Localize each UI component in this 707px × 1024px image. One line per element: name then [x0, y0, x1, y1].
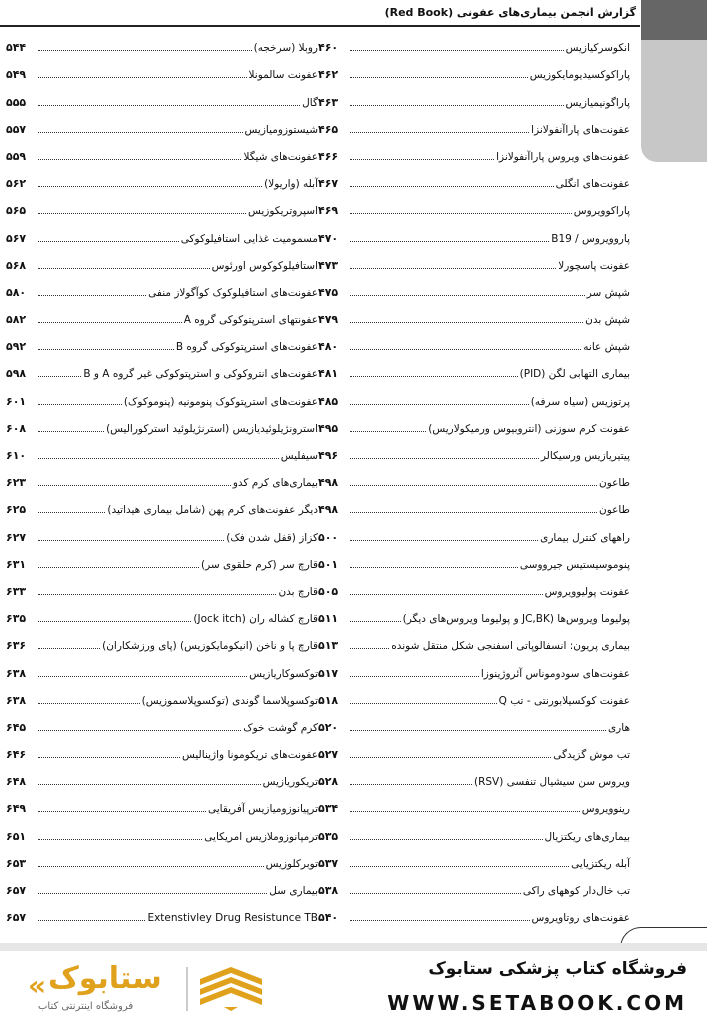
toc-entry-title: راههای کنترل بیماری	[540, 531, 630, 544]
toc-entry	[6, 169, 318, 196]
toc-entry	[318, 903, 630, 930]
toc-entry-title: کزاز (قفل شدن فک)	[226, 531, 318, 544]
dot-leader	[350, 322, 583, 323]
toc-entry-title: عفونت‌های ویروس پاراآنفولانزا	[496, 150, 630, 163]
dot-leader	[350, 105, 564, 106]
toc-entry-title: عفونت‌های تریکومونا واژینالیس	[182, 749, 318, 762]
toc-entry	[6, 903, 318, 930]
toc-entry-page: ۵۲۷	[318, 748, 339, 762]
toc-entry-page: ۴۹۸	[318, 503, 339, 517]
toc-entry-page: ۴۶۶	[318, 149, 339, 163]
toc-entry-title: بیماری پریون: انسفالوپاتی اسفنجی شکل منتقل شونده	[391, 640, 630, 653]
toc-entry-title: Extenstivley Drug Resistunce TB	[147, 912, 318, 925]
dot-leader	[350, 404, 529, 405]
header-rule	[0, 25, 640, 27]
toc-entry	[318, 686, 630, 713]
dot-leader	[38, 105, 300, 106]
toc-entry-page: ۵۸۰	[6, 285, 27, 299]
toc-entry-page: ۴۹۸	[318, 476, 339, 490]
toc-column-right	[318, 33, 630, 930]
toc-entry-title: تریکوریازیس	[262, 776, 318, 789]
toc-column-left	[6, 33, 318, 930]
toc-entry-page: ۴۷۵	[318, 285, 339, 299]
toc-entry-title: سیفلیس	[280, 450, 318, 462]
toc-entry	[318, 60, 630, 87]
toc-entry	[318, 386, 630, 413]
toc-entry-page: ۶۰۱	[6, 394, 27, 408]
toc-entry-title: شپش بدن	[585, 314, 630, 327]
toc-entry-title: عفونت‌های پاراآنفولانزا	[531, 123, 630, 136]
dot-leader	[38, 322, 182, 323]
toc-entry-page: ۶۳۸	[6, 693, 27, 707]
dot-leader	[350, 213, 572, 214]
toc-entry-page: ۴۶۰	[318, 41, 339, 55]
toc-entry-title: عفونت‌های روتاویروس	[531, 912, 630, 925]
toc-entry-page: ۵۱۸	[318, 693, 339, 707]
toc-entry-title: عفونت پاسچورلا	[558, 259, 630, 272]
dot-leader	[38, 485, 231, 486]
dot-leader	[350, 594, 543, 595]
dot-leader	[350, 811, 580, 812]
dot-leader	[38, 540, 224, 541]
toc-entry-page: ۴۷۳	[318, 258, 339, 272]
dot-leader	[350, 920, 530, 921]
toc-entry	[6, 196, 318, 223]
toc-entry	[6, 821, 318, 848]
toc-entry	[318, 251, 630, 278]
dot-leader	[38, 295, 146, 296]
dot-leader	[350, 512, 597, 513]
dot-leader	[38, 512, 105, 513]
toc-entry-page: ۶۳۱	[6, 557, 27, 571]
toc-entry-page: ۵۳۷	[318, 856, 339, 870]
toc-entry	[318, 359, 630, 386]
toc-entry-title: عفونت‌های استافیلوکوک کوآگولاز منفی	[148, 286, 318, 299]
toc-entry-page: ۵۵۷	[6, 122, 27, 136]
chapter-tab-light	[641, 40, 707, 162]
toc-entry-title: عفونت‌های استرپتوکوک پنومونیه (پنوموکوک)	[123, 395, 318, 408]
toc-entry-page: ۴۸۰	[318, 340, 339, 354]
toc-entry-title: توکسوکاریازیس	[249, 667, 318, 680]
dot-leader	[350, 349, 581, 350]
toc-entry	[6, 359, 318, 386]
toc-entry-page: ۵۶۲	[6, 177, 27, 191]
toc-entry-page: ۵۴۹	[6, 68, 27, 82]
toc-entry-title: دیگر عفونت‌های کرم پهن (شامل بیماری هیداتید)	[107, 504, 318, 517]
toc-entry	[6, 849, 318, 876]
toc-entry-title: پاروویروس / B19	[551, 232, 630, 245]
toc-entry-page: ۶۴۵	[6, 720, 27, 734]
toc-entry-title: آبله ریکتزیایی	[571, 857, 630, 870]
toc-entry	[6, 522, 318, 549]
toc-entry-title: قارچ بدن	[278, 585, 318, 598]
toc-entry	[6, 876, 318, 903]
toc-entry-page: ۶۴۶	[6, 748, 27, 762]
toc-entry-title: بیماری‌های ریکتزیال	[544, 830, 630, 843]
toc-entry-page: ۴۶۳	[318, 95, 339, 109]
toc-entry	[318, 849, 630, 876]
toc-entry	[318, 767, 630, 794]
toc-entry-title: روبلا (سرخجه)	[253, 42, 318, 55]
dot-leader	[350, 241, 549, 242]
dot-leader	[38, 567, 199, 568]
toc-entry	[6, 631, 318, 658]
store-name: فروشگاه کتاب پزشکی ستابوک	[428, 959, 687, 979]
dot-leader	[38, 676, 247, 677]
toc-entry-title: ترپیانوزومیازیس آفریقایی	[207, 803, 318, 816]
toc-entry-page: ۵۳۵	[318, 829, 339, 843]
toc-entry-page: ۵۴۴	[6, 41, 27, 55]
toc-entry	[318, 305, 630, 332]
toc-entry-title: بیماری‌های کرم کدو	[232, 477, 318, 490]
store-footer	[0, 951, 707, 1024]
toc-entry-title: پرتوزیس (سیاه سرفه)	[530, 395, 630, 408]
store-logo	[28, 961, 278, 1017]
dot-leader	[350, 567, 518, 568]
dot-leader	[38, 458, 279, 459]
toc-entry-page: ۵۵۹	[6, 149, 27, 163]
toc-entry-title: بیماری سل	[269, 885, 318, 897]
toc-entry	[6, 495, 318, 522]
toc-entry	[6, 60, 318, 87]
dot-leader	[38, 893, 267, 894]
dot-leader	[350, 77, 528, 78]
toc-entry-page: ۵۲۸	[318, 775, 339, 789]
toc-entry-page: ۶۲۳	[6, 476, 27, 490]
dot-leader	[350, 621, 401, 622]
dot-leader	[38, 757, 180, 758]
dot-leader	[38, 621, 191, 622]
toc-entry-page: ۶۰۸	[6, 421, 27, 435]
dot-leader	[350, 295, 585, 296]
toc-entry-page: ۶۵۷	[6, 884, 27, 897]
toc-entry-title: طاعون	[599, 477, 630, 490]
toc-entry-page: ۵۸۲	[6, 313, 27, 327]
toc-entry-page: ۵۱۱	[318, 612, 339, 626]
dot-leader	[350, 648, 389, 649]
toc-entry	[6, 251, 318, 278]
toc-entry	[318, 87, 630, 114]
toc-entry	[6, 713, 318, 740]
dot-leader	[350, 839, 543, 840]
dot-leader	[350, 757, 551, 758]
toc-entry-title: پاراکوویروس	[573, 205, 630, 218]
toc-entry	[6, 33, 318, 60]
toc-entry-page: ۵۹۲	[6, 340, 27, 354]
toc-entry-title: گال	[302, 96, 318, 109]
dot-leader	[38, 186, 262, 187]
toc-entry-title: شپش سر	[586, 286, 630, 299]
dot-leader	[350, 866, 569, 867]
page-bottom-band	[0, 943, 707, 951]
toc-entry-title: عفونت‌های استرپتوکوکی گروه B	[175, 341, 318, 354]
toc-entry-page: ۴۷۰	[318, 231, 339, 245]
toc-entry-page: ۶۳۸	[6, 666, 27, 680]
toc-entry-title: پنوموسیستیس جیرووسی	[519, 558, 630, 571]
dot-leader	[38, 866, 264, 867]
toc-entry	[318, 631, 630, 658]
toc-entry	[318, 740, 630, 767]
dot-leader	[38, 349, 174, 350]
toc-entry-page: ۴۶۷	[318, 177, 339, 191]
toc-entry	[318, 169, 630, 196]
toc-entry-page: ۵۴۰	[318, 911, 339, 925]
dot-leader	[350, 784, 472, 785]
toc-entry-title: عفونت پولیوویروس	[544, 585, 630, 598]
toc-entry	[6, 305, 318, 332]
toc-entry	[318, 278, 630, 305]
dot-leader	[38, 784, 261, 785]
toc-entry	[6, 278, 318, 305]
toc-entry-page: ۴۶۲	[318, 68, 339, 82]
toc-entry-page: ۶۱۰	[6, 449, 27, 462]
logo-divider	[186, 967, 188, 1011]
toc-entry-page: ۵۵۵	[6, 95, 27, 109]
toc-entry	[318, 821, 630, 848]
toc-entry	[318, 441, 630, 468]
toc-entry-page: ۶۳۶	[6, 639, 27, 653]
toc-entry	[318, 142, 630, 169]
toc-entry	[318, 196, 630, 223]
toc-entry-page: ۵۶۵	[6, 204, 27, 218]
toc-entry	[6, 794, 318, 821]
toc-entry-title: استرونژیلوئیدیازیس (استرنژیلوئید استرکورالیس)	[106, 422, 318, 435]
dot-leader	[38, 213, 246, 214]
toc-entry	[318, 332, 630, 359]
toc-entry-title: رینوویروس	[581, 803, 630, 816]
toc-entry-page: ۵۶۸	[6, 258, 27, 272]
store-url[interactable]: WWW.SETABOOK.COM	[387, 991, 687, 1015]
toc-entry-title: شپش عانه	[583, 341, 630, 354]
dot-leader	[38, 703, 140, 704]
toc-entry	[6, 386, 318, 413]
dot-leader	[350, 540, 538, 541]
toc-entry	[318, 876, 630, 903]
dot-leader	[350, 703, 497, 704]
toc-entry	[6, 550, 318, 577]
dot-leader	[38, 431, 104, 432]
toc-entry-page: ۶۳۳	[6, 584, 27, 598]
toc-entry-title: عفونت‌های انگلی	[555, 178, 630, 191]
toc-entry-title: آبله (واریولا)	[264, 178, 318, 191]
toc-entry-title: استافیلوکوکوس اورئوس	[211, 259, 318, 272]
toc-entry-page: ۵۳۴	[318, 802, 339, 816]
toc-entry-title: عفونت‌های انتروکوکی و استرپتوکوکی غیر گروه A و B	[83, 368, 318, 381]
dot-leader	[38, 376, 81, 377]
toc-entry	[318, 115, 630, 142]
dot-leader	[38, 77, 247, 78]
toc-entry-page: ۴۸۵	[318, 394, 339, 408]
toc-entry	[318, 414, 630, 441]
toc-entry-page: ۴۹۶	[318, 449, 339, 462]
toc-entry-title: ویروس سن سیشیال تنفسی (RSV)	[473, 776, 630, 789]
toc-entry-page: ۵۳۸	[318, 884, 339, 897]
dot-leader	[350, 159, 494, 160]
toc-entry-page: ۵۲۰	[318, 720, 339, 734]
toc-entry-title: مسمومیت غذایی استافیلوکوکی	[180, 232, 318, 245]
dot-leader	[350, 676, 479, 677]
toc-entry-page: ۵۰۱	[318, 557, 339, 571]
toc-entry-page: ۴۶۵	[318, 122, 339, 136]
dot-leader	[350, 268, 556, 269]
dot-leader	[350, 485, 597, 486]
toc-entry-title: عفونت‌های شیگلا	[243, 150, 318, 163]
toc-entry	[6, 767, 318, 794]
toc-entry	[6, 441, 318, 468]
book-logo-icon	[196, 965, 266, 1013]
toc-entry-page: ۵۰۰	[318, 530, 339, 544]
toc-entry	[318, 522, 630, 549]
toc-entry-title: پاراگونیمیازیس	[565, 96, 630, 109]
toc-entry-page: ۶۴۸	[6, 775, 27, 789]
dot-leader	[38, 159, 241, 160]
toc-entry-page: ۴۶۹	[318, 204, 339, 218]
toc-entry	[6, 468, 318, 495]
toc-entry	[6, 577, 318, 604]
toc-entry	[6, 686, 318, 713]
toc-entry	[6, 115, 318, 142]
toc-entry	[6, 740, 318, 767]
toc-entry-page: ۴۷۹	[318, 313, 339, 327]
dot-leader	[350, 132, 529, 133]
toc-entry-page: ۶۲۷	[6, 530, 27, 544]
toc-entry-page: ۵۰۵	[318, 584, 339, 598]
logo-wordmark: ستابوک	[48, 961, 162, 996]
dot-leader	[350, 186, 554, 187]
toc-entry-title: پولیوما ویروس‌ها (JC,BK و پولیوما ویروس‌های دیگر)	[402, 613, 630, 626]
toc-entry-page: ۶۵۱	[6, 829, 27, 843]
toc-entry	[6, 604, 318, 631]
toc-entry-page: ۶۳۵	[6, 612, 27, 626]
toc-entry-title: عفونتهای استرپتوکوکی گروه A	[183, 314, 318, 327]
toc-entry-page: ۵۱۳	[318, 639, 339, 653]
toc-entry-title: عفونت‌های سودوموناس آئروژینوزا	[480, 667, 630, 680]
toc-entry	[318, 604, 630, 631]
toc-entry	[318, 33, 630, 60]
toc-entry-title: بیماری التهابی لگن (PID)	[519, 368, 630, 381]
dot-leader	[38, 132, 243, 133]
toc-entry	[318, 713, 630, 740]
toc-entry	[318, 577, 630, 604]
dot-leader	[38, 839, 202, 840]
dot-leader	[38, 648, 100, 649]
toc-entry-title: عفونت سالمونلا	[248, 69, 318, 82]
toc-entry-page: ۴۸۱	[318, 367, 339, 381]
toc-entry	[318, 223, 630, 250]
toc-entry-title: قارچ پا و ناخن (انیکومایکوزیس) (پای ورزشکاران)	[102, 640, 318, 653]
page-header	[0, 0, 640, 28]
toc-entry	[6, 658, 318, 685]
dot-leader	[38, 50, 252, 51]
toc-entry-page: ۵۹۸	[6, 367, 27, 381]
dot-leader	[38, 241, 179, 242]
toc-entry-title: تب موش گزیدگی	[553, 749, 630, 762]
double-chevron-icon: «	[28, 969, 47, 1002]
toc-entry	[6, 223, 318, 250]
dot-leader	[350, 376, 518, 377]
toc-entry-title: عفونت کوکسیلابورنتی - تب Q	[498, 694, 630, 707]
chapter-tab-dark	[641, 0, 707, 40]
toc-entry-page: ۶۲۵	[6, 503, 27, 517]
toc-entry	[6, 332, 318, 359]
toc-entry	[318, 658, 630, 685]
toc-entry-title: توکسوپلاسما گوندی (توکسوپلاسموزیس)	[141, 694, 318, 707]
dot-leader	[350, 893, 521, 894]
toc-entry-title: طاعون	[599, 504, 630, 517]
dot-leader	[38, 920, 145, 921]
toc-entry-title: پاراکوکسیدیومایکوزیس	[529, 69, 630, 82]
toc-entry-title: توبرکلوزیس	[265, 857, 318, 870]
toc-entry-title: کرم گوشت خوک	[243, 721, 318, 734]
toc-entry-title: شیستوزومیازیس	[244, 123, 318, 136]
toc-entry-title: انکوسرکیازیس	[565, 42, 630, 55]
toc-entry	[318, 495, 630, 522]
logo-subtitle: فروشگاه اینترنتی کتاب	[38, 1001, 134, 1012]
toc-entry	[318, 468, 630, 495]
toc-entry-page: ۶۴۹	[6, 802, 27, 816]
toc-entry-title: قارچ کشاله ران (Jock itch)	[193, 613, 318, 626]
toc-entry	[6, 414, 318, 441]
toc-entry-page: ۵۶۷	[6, 231, 27, 245]
toc-entry-page: ۴۹۵	[318, 421, 339, 435]
dot-leader	[38, 404, 122, 405]
book-title: گزارش انجمن بیماری‌های عفونی (Red Book)	[384, 6, 636, 19]
dot-leader	[38, 730, 241, 731]
dot-leader	[38, 811, 206, 812]
toc-entry-page: ۶۵۳	[6, 856, 27, 870]
dot-leader	[38, 268, 210, 269]
toc-entry-title: اسپروتریکوزیس	[248, 205, 318, 218]
toc-entry-title: هاری	[607, 721, 630, 734]
toc-entry	[318, 550, 630, 577]
toc-entry-title: تب خال‌دار کوههای راکی	[522, 885, 630, 897]
toc-entry-title: پیتیریازیس ورسیکالر	[540, 450, 630, 462]
dot-leader	[350, 730, 606, 731]
dot-leader	[350, 458, 539, 459]
toc-entry-page: ۶۵۷	[6, 911, 27, 925]
dot-leader	[38, 594, 276, 595]
toc-entry-title: عفونت کرم سوزنی (انتروبیوس ورمیکولاریس)	[428, 422, 630, 435]
toc-entry	[6, 87, 318, 114]
toc-entry-title: ترمپانوزوملازیس امریکایی	[204, 830, 318, 843]
toc-entry-page: ۵۱۷	[318, 666, 339, 680]
dot-leader	[350, 50, 564, 51]
toc-entry	[318, 794, 630, 821]
dot-leader	[350, 431, 426, 432]
toc-entry	[6, 142, 318, 169]
toc-entry-title: قارچ سر (کرم حلقوی سر)	[200, 558, 318, 571]
